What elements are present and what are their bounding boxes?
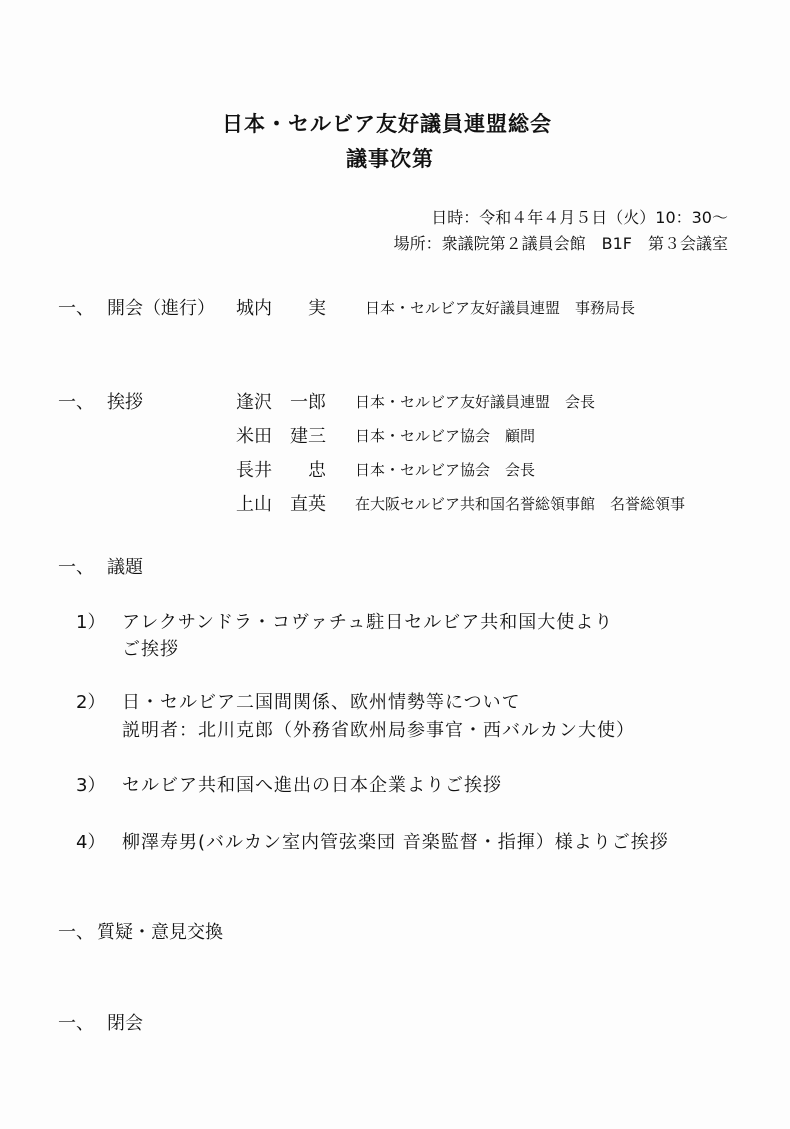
agenda-item-text: 日・セルビア二国間関係、欧州情勢等について xyxy=(122,692,521,713)
agenda-item-number: 4） xyxy=(76,832,106,853)
section-marker: 一、 xyxy=(58,922,94,943)
section-marker: 一、 xyxy=(58,392,94,413)
person-name: 長井 忠 xyxy=(236,460,326,481)
section-label: 質疑・意見交換 xyxy=(97,922,223,943)
agenda-item-text: ご挨拶 xyxy=(122,639,179,660)
section-label: 閉会 xyxy=(107,1013,143,1034)
person-name: 米田 建三 xyxy=(236,426,326,447)
person-name: 上山 直英 xyxy=(236,494,326,515)
person-role: 日本・セルビア協会 顧問 xyxy=(355,427,536,445)
agenda-item-text: セルビア共和国へ進出の日本企業よりご挨拶 xyxy=(122,775,502,796)
person-name: 逢沢 一郎 xyxy=(236,392,326,413)
agenda-item-detail: 説明者：北川克郎（外務省欧州局参事官・西バルカン大使） xyxy=(122,720,635,741)
section-label: 議題 xyxy=(107,557,143,578)
person-role: 日本・セルビア協会 会長 xyxy=(355,461,536,479)
section-label: 開会（進行） xyxy=(107,298,215,319)
document-title: 日本・セルビア友好議員連盟総会 xyxy=(222,112,552,136)
section-label: 挨拶 xyxy=(107,392,143,413)
person-name: 城内 実 xyxy=(236,298,326,319)
person-role: 在大阪セルビア共和国名誉総領事館 名誉総領事 xyxy=(355,495,686,513)
document-subtitle: 議事次第 xyxy=(346,147,434,171)
agenda-item-number: 1） xyxy=(76,612,106,633)
meeting-datetime: 日時：令和４年４月５日（火）10：30～ xyxy=(431,208,728,227)
agenda-item-number: 3） xyxy=(76,775,106,796)
section-marker: 一、 xyxy=(58,1013,94,1034)
agenda-item-text: アレクサンドラ・コヴァチュ駐日セルビア共和国大使より xyxy=(122,612,614,633)
meeting-location: 場所：衆議院第２議員会館 B1F 第３会議室 xyxy=(393,234,728,253)
person-role: 日本・セルビア友好議員連盟 事務局長 xyxy=(365,299,636,317)
agenda-item-number: 2） xyxy=(76,692,106,713)
person-role: 日本・セルビア友好議員連盟 会長 xyxy=(355,393,596,411)
section-marker: 一、 xyxy=(58,298,94,319)
agenda-item-text: 柳澤寿男(バルカン室内管弦楽団 音楽監督・指揮）様よりご挨拶 xyxy=(122,832,669,853)
section-marker: 一、 xyxy=(58,557,94,578)
